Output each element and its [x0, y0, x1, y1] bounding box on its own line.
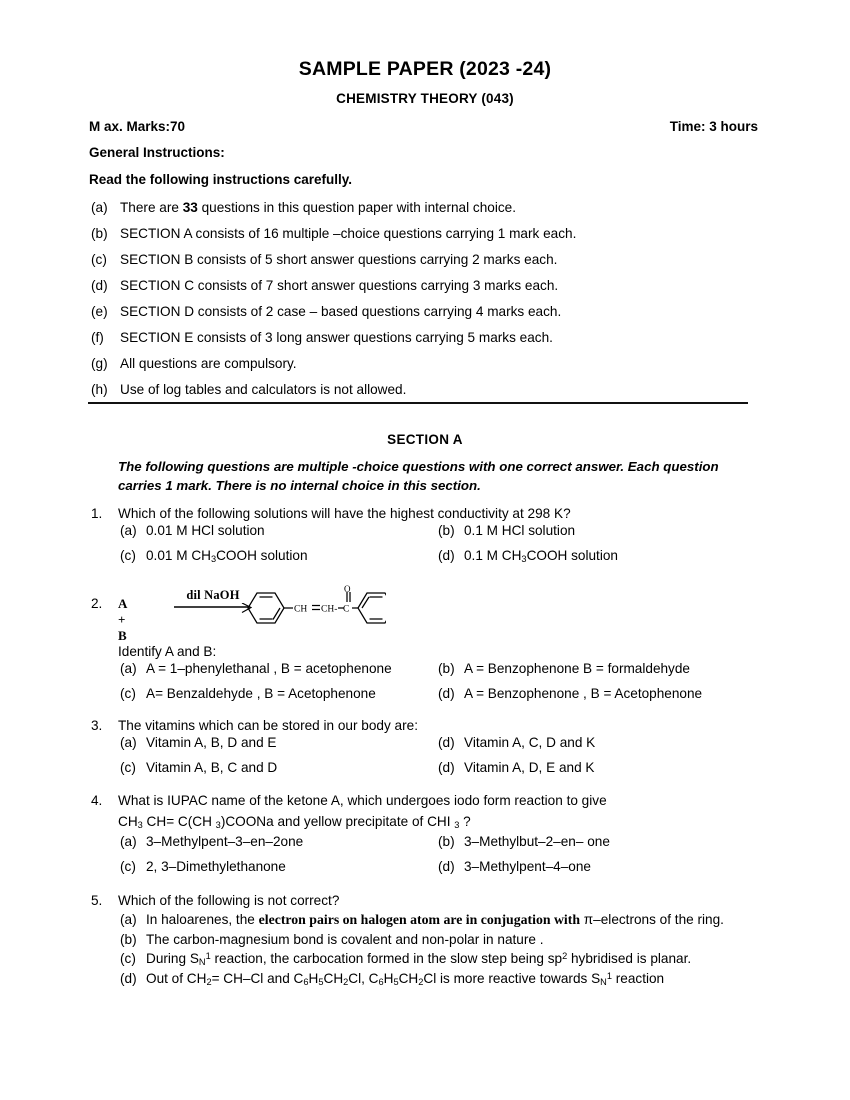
question-3-options	[120, 735, 761, 785]
option-text-part: hybridised is planar.	[567, 951, 692, 966]
question-1-options	[120, 523, 761, 573]
subscript: 6	[303, 977, 309, 988]
option-text: Vitamin A, B, C and D	[146, 760, 278, 775]
option-b[interactable]	[120, 932, 761, 947]
option-c[interactable]	[120, 951, 761, 967]
option-text-part: 0.01 M CH	[146, 548, 211, 563]
option-text-part: = CH–Cl and C	[211, 971, 304, 987]
option-text	[146, 971, 761, 987]
instruction-text: SECTION E consists of 3 long answer questions carrying 5 marks each.	[120, 330, 553, 345]
subscript: 2	[206, 977, 212, 988]
subscript: 2	[418, 977, 424, 988]
list-item	[91, 382, 761, 408]
superscript: 1	[606, 971, 612, 982]
option-text: 0.01 M HCl solution	[146, 523, 265, 538]
option-label: (d)	[438, 859, 455, 875]
formula-part: ?	[459, 814, 471, 829]
option-row	[120, 834, 761, 859]
option-text: 2, 3–Dimethylethanone	[146, 859, 286, 875]
list-item	[91, 356, 761, 382]
option-text-part: reaction, the carbocation formed in the slow step being sp	[210, 951, 563, 966]
option-label: (c)	[120, 951, 136, 966]
option-a[interactable]	[120, 834, 438, 859]
instruction-text-pre: There are	[120, 200, 183, 215]
question-3	[91, 718, 761, 785]
instruction-text: SECTION A consists of 16 multiple –choice questions carrying 1 mark each.	[120, 226, 577, 241]
exam-duration: Time: 3 hours	[669, 119, 758, 134]
instruction-text-bold: 33	[182, 200, 198, 215]
subscript: 6	[378, 977, 384, 988]
instruction-label: (a)	[91, 200, 108, 215]
option-text: A = Benzophenone B = formaldehyde	[464, 661, 690, 676]
question-text: What is IUPAC name of the ketone A, which undergoes iodo form reaction to give	[118, 793, 607, 808]
max-marks: M ax. Marks:70	[89, 119, 186, 134]
option-row	[120, 548, 761, 573]
option-text: 3–Methylpent–3–en–2one	[146, 834, 304, 850]
option-row	[120, 686, 761, 711]
subscript: N	[198, 957, 206, 968]
question-3-stem	[91, 718, 761, 733]
question-number: 4.	[91, 793, 103, 808]
formula-part: CH= C(CH	[142, 814, 216, 829]
option-label: (a)	[120, 735, 137, 750]
horizontal-divider	[88, 402, 748, 404]
instruction-text: SECTION D consists of 2 case – based questions carrying 4 marks each.	[120, 304, 562, 319]
formula-part: CH	[118, 814, 138, 829]
option-b[interactable]	[438, 735, 761, 760]
option-text-part: 0.1 M CH	[464, 548, 522, 563]
instruction-label: (d)	[91, 278, 108, 293]
option-text-part: π–electrons of the ring.	[580, 912, 724, 927]
option-text: Vitamin A, C, D and K	[464, 735, 596, 750]
instruction-text: SECTION B consists of 5 short answer questions carrying 2 marks each.	[120, 252, 558, 267]
list-item	[91, 252, 761, 278]
question-2-body	[91, 644, 761, 711]
subscript: 3	[521, 554, 527, 565]
question-4-stem	[91, 793, 761, 808]
option-label: (c)	[120, 686, 136, 701]
list-item	[91, 304, 761, 330]
option-a[interactable]	[120, 661, 438, 686]
option-text	[146, 951, 761, 967]
question-5-stem	[91, 893, 761, 908]
option-text: Vitamin A, D, E and K	[464, 760, 595, 775]
option-c[interactable]	[120, 859, 438, 884]
instruction-text: All questions are compulsory.	[120, 356, 297, 371]
option-text-part: COOH solution	[526, 548, 618, 563]
subscript: 5	[393, 977, 399, 988]
option-text-part: Cl is more reactive towards S	[423, 971, 601, 987]
instruction-text: SECTION C consists of 7 short answer questions carrying 3 marks each.	[120, 278, 559, 293]
question-2-options	[120, 661, 761, 711]
label-c: C	[343, 604, 350, 615]
option-d[interactable]	[120, 971, 761, 987]
option-text: 0.1 M HCl solution	[464, 523, 576, 538]
option-d[interactable]	[438, 760, 761, 785]
option-text-part: CH	[323, 971, 344, 987]
option-label: (d)	[438, 686, 455, 701]
option-text	[146, 912, 761, 928]
option-label: (a)	[120, 912, 137, 927]
option-label: (d)	[438, 760, 455, 775]
option-d[interactable]	[438, 686, 761, 711]
subscript: 3	[210, 554, 217, 565]
option-label: (a)	[120, 661, 137, 676]
option-text-part: During S	[146, 951, 199, 966]
option-text	[464, 548, 761, 564]
option-text: A = Benzophenone , B = Acetophenone	[464, 686, 703, 701]
question-4-formula-line	[118, 814, 761, 830]
list-item	[91, 278, 761, 304]
label-ch2: CH-	[321, 604, 338, 615]
option-text-part: reaction	[611, 971, 665, 987]
section-heading: SECTION A	[387, 432, 463, 447]
option-c[interactable]	[120, 760, 438, 785]
instructions-list	[91, 200, 761, 408]
question-5	[91, 893, 761, 991]
question-1	[91, 506, 761, 573]
question-4	[91, 793, 761, 884]
page-subtitle: CHEMISTRY THEORY (043)	[336, 91, 514, 106]
option-row	[120, 661, 761, 686]
question-1-stem	[91, 506, 761, 521]
option-b[interactable]	[438, 523, 761, 548]
list-item	[91, 330, 761, 356]
list-item	[91, 200, 761, 226]
option-row	[120, 932, 761, 947]
option-row	[120, 912, 761, 928]
option-row	[120, 735, 761, 760]
instruction-label: (e)	[91, 304, 108, 319]
option-b[interactable]	[438, 834, 761, 859]
question-text: Which of the following solutions will have the highest conductivity at 298 K?	[118, 506, 571, 521]
label-ch: CH	[294, 604, 308, 615]
option-text-part: H	[383, 971, 394, 987]
option-text: Vitamin A, B, D and E	[146, 735, 277, 750]
chalcone-structure-diagram	[238, 584, 386, 639]
option-text: The carbon-magnesium bond is covalent and non-polar in nature .	[146, 932, 544, 947]
option-label: (c)	[120, 760, 136, 775]
option-label: (b)	[438, 523, 455, 538]
option-a[interactable]	[120, 735, 438, 760]
scheme-reactants: A + B	[118, 596, 128, 643]
question-5-options	[120, 912, 761, 987]
option-row	[120, 523, 761, 548]
option-d[interactable]	[438, 859, 761, 884]
list-item	[91, 226, 761, 252]
option-label: (d)	[438, 548, 455, 563]
option-d[interactable]	[438, 548, 761, 573]
option-text-bold: electron pairs on halogen atom are in conjugation with	[258, 912, 581, 927]
instruction-label: (h)	[91, 382, 108, 397]
option-label: (c)	[120, 859, 136, 875]
general-instructions-label: General Instructions:	[89, 145, 225, 160]
option-text-part: CH	[398, 971, 419, 987]
option-a[interactable]	[120, 912, 761, 928]
question-text: The vitamins which can be stored in our body are:	[118, 718, 418, 733]
subscript: 3	[454, 820, 460, 831]
option-label: (c)	[120, 548, 136, 563]
question-2-prompt: Identify A and B:	[118, 644, 217, 659]
option-label: (b)	[438, 661, 455, 676]
subscript: 3	[137, 820, 143, 831]
instruction-text	[120, 200, 761, 215]
option-label: (a)	[120, 834, 137, 850]
option-label: (b)	[120, 932, 137, 947]
formula-part: )COONa and yellow precipitate of CHI	[220, 814, 455, 829]
option-row	[120, 859, 761, 884]
option-text-part: H	[308, 971, 319, 987]
option-c[interactable]	[120, 686, 438, 711]
option-a[interactable]	[120, 523, 438, 548]
marks-time-line	[89, 119, 758, 134]
option-text	[146, 548, 438, 564]
option-row	[120, 971, 761, 987]
question-number: 3.	[91, 718, 103, 733]
question-4-options	[120, 834, 761, 884]
option-label: (b)	[438, 834, 455, 850]
molecule-svg	[238, 584, 386, 634]
option-label: (a)	[120, 523, 137, 538]
option-text-part: In haloarenes, the	[146, 912, 259, 927]
read-instructions-label: Read the following instructions carefully.	[89, 172, 353, 187]
option-row	[120, 760, 761, 785]
subscript: 3	[215, 820, 221, 831]
option-row	[120, 951, 761, 967]
option-text-part: COOH solution	[216, 548, 308, 563]
instruction-label: (f)	[91, 330, 104, 345]
option-label: (d)	[438, 735, 455, 750]
superscript: 1	[205, 951, 211, 962]
instruction-label: (g)	[91, 356, 108, 371]
instruction-text-post: questions in this question paper with internal choice.	[197, 200, 516, 215]
option-b[interactable]	[438, 661, 761, 686]
subscript: 2	[343, 977, 349, 988]
option-c[interactable]	[120, 548, 438, 573]
option-label: (d)	[120, 971, 137, 987]
subscript: 5	[318, 977, 324, 988]
question-number: 2.	[91, 596, 103, 611]
page-title: SAMPLE PAPER (2023 -24)	[298, 58, 552, 80]
option-text: A = 1–phenylethanal , B = acetophenone	[146, 661, 392, 676]
superscript: 2	[562, 951, 568, 962]
subscript: N	[600, 977, 607, 988]
option-text: 3–Methylbut–2–en– one	[464, 834, 610, 850]
question-number: 5.	[91, 893, 103, 908]
question-text: Which of the following is not correct?	[118, 893, 340, 908]
section-instruction-note: The following questions are multiple -choice questions with one correct answer. Each question carries 1 mark. There is no internal choice in this section.	[118, 459, 719, 493]
reaction-condition-label: dil NaOH	[186, 588, 240, 602]
instruction-label: (c)	[91, 252, 107, 267]
option-text: 3–Methylpent–4–one	[464, 859, 591, 875]
option-text-part: Out of CH	[146, 971, 207, 987]
question-number: 1.	[91, 506, 103, 521]
label-o: O	[344, 584, 351, 594]
instruction-label: (b)	[91, 226, 108, 241]
option-text-part: Cl, C	[348, 971, 379, 987]
option-text: A= Benzaldehyde , B = Acetophenone	[146, 686, 376, 701]
instruction-text: Use of log tables and calculators is not allowed.	[120, 382, 407, 397]
